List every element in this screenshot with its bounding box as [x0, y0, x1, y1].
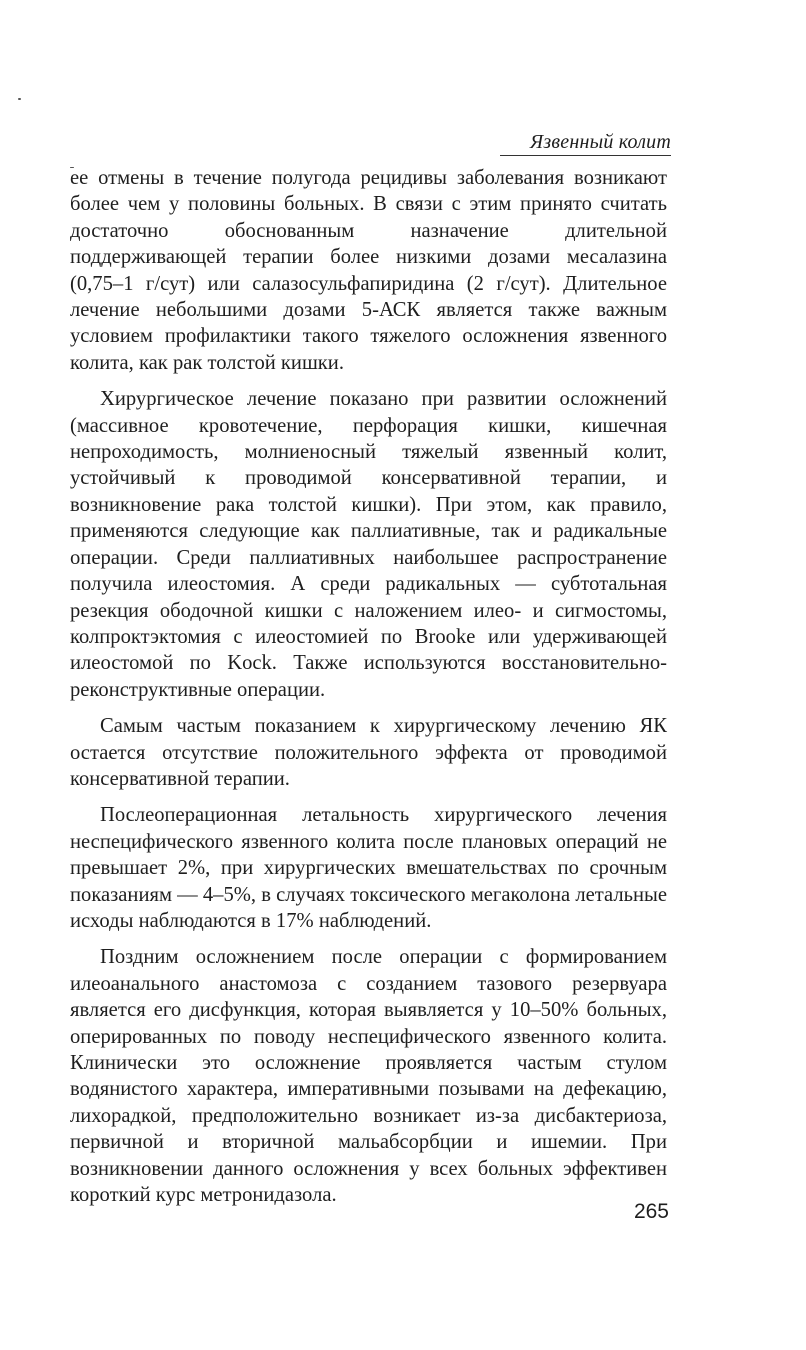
paragraph-4: Послеоперационная летальность хирургического лечения неспецифического язвенного колита после плановых операций не превышает 2%, при хирургических вмешательствах по срочным показаниям — 4–5%, в случаях токсического мегаколона летальные исходы наблюдаются в 17% наблюдений.: [70, 804, 667, 932]
paragraph-3: Самым частым показанием к хирургическому лечению ЯК остается отсутствие положительного эффекта от проводимой консервативной терапии.: [70, 715, 667, 790]
header-rule: [500, 155, 671, 156]
paragraph-2: Хирургическое лечение показано при развитии осложнений (массивное кровотечение, перфорация кишки, кишечная непроходимость, молниеносный тяжелый язвенный колит, устойчивый к проводимой консервативной терапии, и возникновение рака толстой кишки). При этом, как правило, применяются следующие как паллиативные, так и радикальные операции. Среди паллиативных наибольшее распространение получила илеостомия. А среди радикальных — субтотальная резекция ободочной кишки с наложением илео- и сигмостомы, колпроктэктомия с илеостомией по Brooke или удерживающей илеостомой по Kock. Также используются восстановительно-реконструктивные операции.: [70, 388, 667, 701]
body-text: [70, 165, 667, 1218]
paragraph-5: Поздним осложнением после операции с формированием илеоанального анастомоза с созданием тазового резервуара является его дисфункция, которая выявляется у 10–50% больных, оперированных по поводу неспецифического язвенного колита. Клинически это осложнение проявляется частым стулом водянистого характера, императивными позывами на дефекацию, лихорадкой, предположительно возникает из-за дисбактериоза, первичной и вторичной мальабсорбции и ишемии. При возникновении данного осложнения у всех больных эффективен короткий курс метронидазола.: [70, 946, 667, 1207]
page-number: 265: [633, 1200, 669, 1223]
scan-speck: [18, 98, 21, 100]
running-header-title: Язвенный колит: [530, 131, 671, 153]
paragraph-1: ее отмены в течение полугода рецидивы заболевания возникают более чем у половины больных. В связи с этим принято считать достаточно обоснованным назначение длительной поддерживающей терапии более низкими дозами месалазина (0,75–1 г/сут) или салазосульфапиридина (2 г/сут). Длительное лечение небольшими дозами 5-АСК является также важным условием профилактики такого тяжелого осложнения язвенного колита, как рак толстой кишки.: [70, 167, 667, 374]
